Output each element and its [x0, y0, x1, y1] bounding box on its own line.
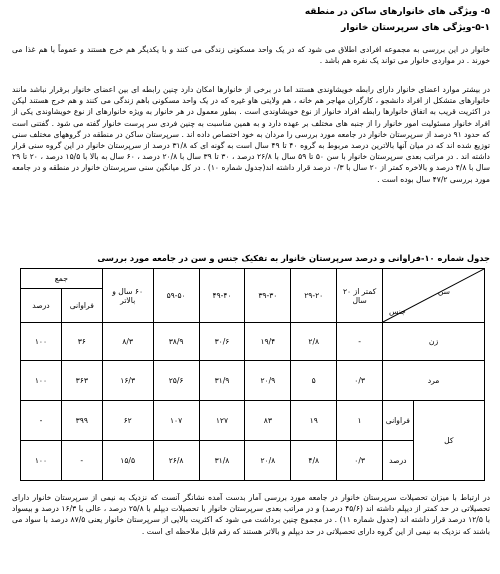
age-header: ۳۹-۳۰ [245, 269, 291, 323]
age-header: ۴۹-۴۰ [199, 269, 245, 323]
table-cell: ۱۰۰ [21, 361, 62, 401]
age-header: ۵۹-۵۰ [153, 269, 199, 323]
age-header: کمتر از ۲۰ سال [337, 269, 383, 323]
table-cell: ۲۵/۶ [153, 361, 199, 401]
table-cell: ۲۰/۸ [245, 441, 291, 481]
table-cell: ۵ [291, 361, 337, 401]
table-cell: ۳۱/۸ [199, 441, 245, 481]
table-cell: ۴/۸ [291, 441, 337, 481]
corner-cell [383, 269, 485, 323]
total-label: کل [413, 401, 484, 481]
table-cell: ۸/۳ [102, 323, 153, 361]
table-row [21, 401, 485, 441]
table-cell: ۳۱/۹ [199, 361, 245, 401]
table-cell: - [337, 323, 383, 361]
table-cell: ۱۰۷ [153, 401, 199, 441]
table-cell: ۳۰/۶ [199, 323, 245, 361]
age-header: ۶۰ سال و بالاتر [102, 269, 153, 323]
table-cell: ۳۶۳ [61, 361, 102, 401]
age-gender-table [20, 268, 485, 481]
table-cell: - [61, 441, 102, 481]
table-cell: ۱۰۰ [21, 441, 62, 481]
table-cell: ۲۶/۸ [153, 441, 199, 481]
corner-gender-label: جنس [389, 307, 406, 316]
row-label: فراوانی [383, 401, 414, 441]
paragraph-3: در ارتباط با میزان تحصیلات سرپرستان خانوار در جامعه مورد بررسی آمار بدست آمده نشانگر آنست که نزدیک به نیمی از سرپرستان خانوار دارای تحصیلاتی در حد کمتر از دیپلم داشته اند (۴۵/۶ درصد) و در مراتب بعدی سرپرستان خانوار با تحصیلات دیپلم با ۲۵/۸ درصد ، عالی با ۱۶/۳ درصد و بیسواد با ۱۲/۵ درصد قرار داشته اند (جدول شماره ۱۱) . در مجموع چنین برداشت می شود که اکثریت بالایی از سرپرستان خانوار یعنی ۸۷/۵ درصد با سواد می باشند که نزدیک به نیمی از این گروه دارای تحصیلاتی در حد دیپلم و بالاتر هستند که رقم قابل ملاحظه ای است . [12, 493, 490, 536]
table-cell: ۱۶/۳ [102, 361, 153, 401]
table-cell: ۱۹/۴ [245, 323, 291, 361]
corner-age-label: سن [437, 287, 450, 296]
table-header-row [21, 269, 485, 289]
table-cell: ۱ [337, 401, 383, 441]
table-cell: ۳۹۹ [61, 401, 102, 441]
table-cell: ۱۵/۵ [102, 441, 153, 481]
table-cell: ۸۳ [245, 401, 291, 441]
table-cell: ۰/۳ [337, 441, 383, 481]
frequency-header: فراوانی [61, 289, 102, 323]
table-cell: ۲/۸ [291, 323, 337, 361]
table-cell: ۳۸/۹ [153, 323, 199, 361]
section-heading: ۵- ویژگی های خانوارهای ساکن در منطقه [304, 7, 490, 17]
table-cell: ۰/۳ [337, 361, 383, 401]
subsection-heading: ۵-۱-ویژگی های سرپرستان خانوار [341, 23, 490, 33]
total-header: جمع [21, 269, 103, 289]
row-label: زن [383, 323, 485, 361]
table-cell: ۱۰۰ [21, 323, 62, 361]
table-row [21, 323, 485, 361]
table-row [21, 361, 485, 401]
row-label: مرد [383, 361, 485, 401]
percent-header: درصد [21, 289, 62, 323]
table-cell: ۱۹ [291, 401, 337, 441]
paragraph-2: در بیشتر موارد اعضای خانوار دارای رابطه خویشاوندی هستند اما در برخی از خانوارها امکان دارد چنین رابطه ای بین اعضای خانوار برقرار نباشد مانند خانوارهای متشکل از افراد دانشجو ، کارگران مهاجر هم خانه ، هم ولایتی هاو غیره که در یک واحد مسکونی باهم زندگی می کنند و هم خرج هستند لیکن در اکثریت قریب به اتفاق خانوارها رابطه افراد خانوار از نوع خویشاوندی است . بطور معمول در هر خانوار به ویژه خانوارهای از نوع خویشاوندی یکی از افراد خانوار مسئولیت امور خانوار را از جنبه های مختلف بر عهده دارد و به همین مناسبت به چنین فردی سر پرست خانوار گفته می شود . گفتنی است که حدود ۹۱ درصد از سرپرستان خانوار در جامعه مورد بررسی را مردان به خود اختصاص داده اند . سرپرستان ساکن در منطقه در گروههای مختلف سنی توزیع شده اند که در میان آنها بالاترین درصد مربوط به گروه ۴۰ تا ۴۹ سال است به گونه ای که ۳۱/۸ درصد از سرپرستان خانوار در این گروه سنی قرار داشته اند . در مراتب بعدی سرپرستان خانوار با سن ۵۰ تا ۵۹ سال با ۲۶/۸ درصد ، ۳۰ تا ۳۹ سال با ۲۰/۸ درصد ، ۶۰ سال به بالا با ۱۵/۵ درصد ، ۲۰ تا ۲۹ سال با ۴/۸ درصد و بالاخره کمتر از ۲۰ سال با ۰/۳ درصد قرار داشته اند(جدول شماره ۱۰) . در کل میانگین سنی سرپرستان خانوار در منطقه و در جامعه مورد بررسی ۴۷/۲ سال بوده است . [12, 85, 490, 184]
age-header: ۲۹-۲۰ [291, 269, 337, 323]
row-label: درصد [383, 441, 414, 481]
table-cell: - [21, 401, 62, 441]
table-cell: ۳۶ [61, 323, 102, 361]
table-caption: جدول شماره ۱۰-فراوانی و درصد سرپرستان خانوار به تفکیک جنس و سن در جامعه مورد بررسی [97, 253, 490, 263]
table-cell: ۶۲ [102, 401, 153, 441]
table-cell: ۲۰/۹ [245, 361, 291, 401]
table-cell: ۱۲۷ [199, 401, 245, 441]
paragraph-1: خانوار در این بررسی به مجموعه افرادی اطلاق می شود که در یک واحد مسکونی زندگی می کنند و با یکدیگر هم خرج هستند و عموماً با هم غذا می خورند . در مواردی خانوار می تواند یک نفره هم باشد . [12, 45, 490, 66]
